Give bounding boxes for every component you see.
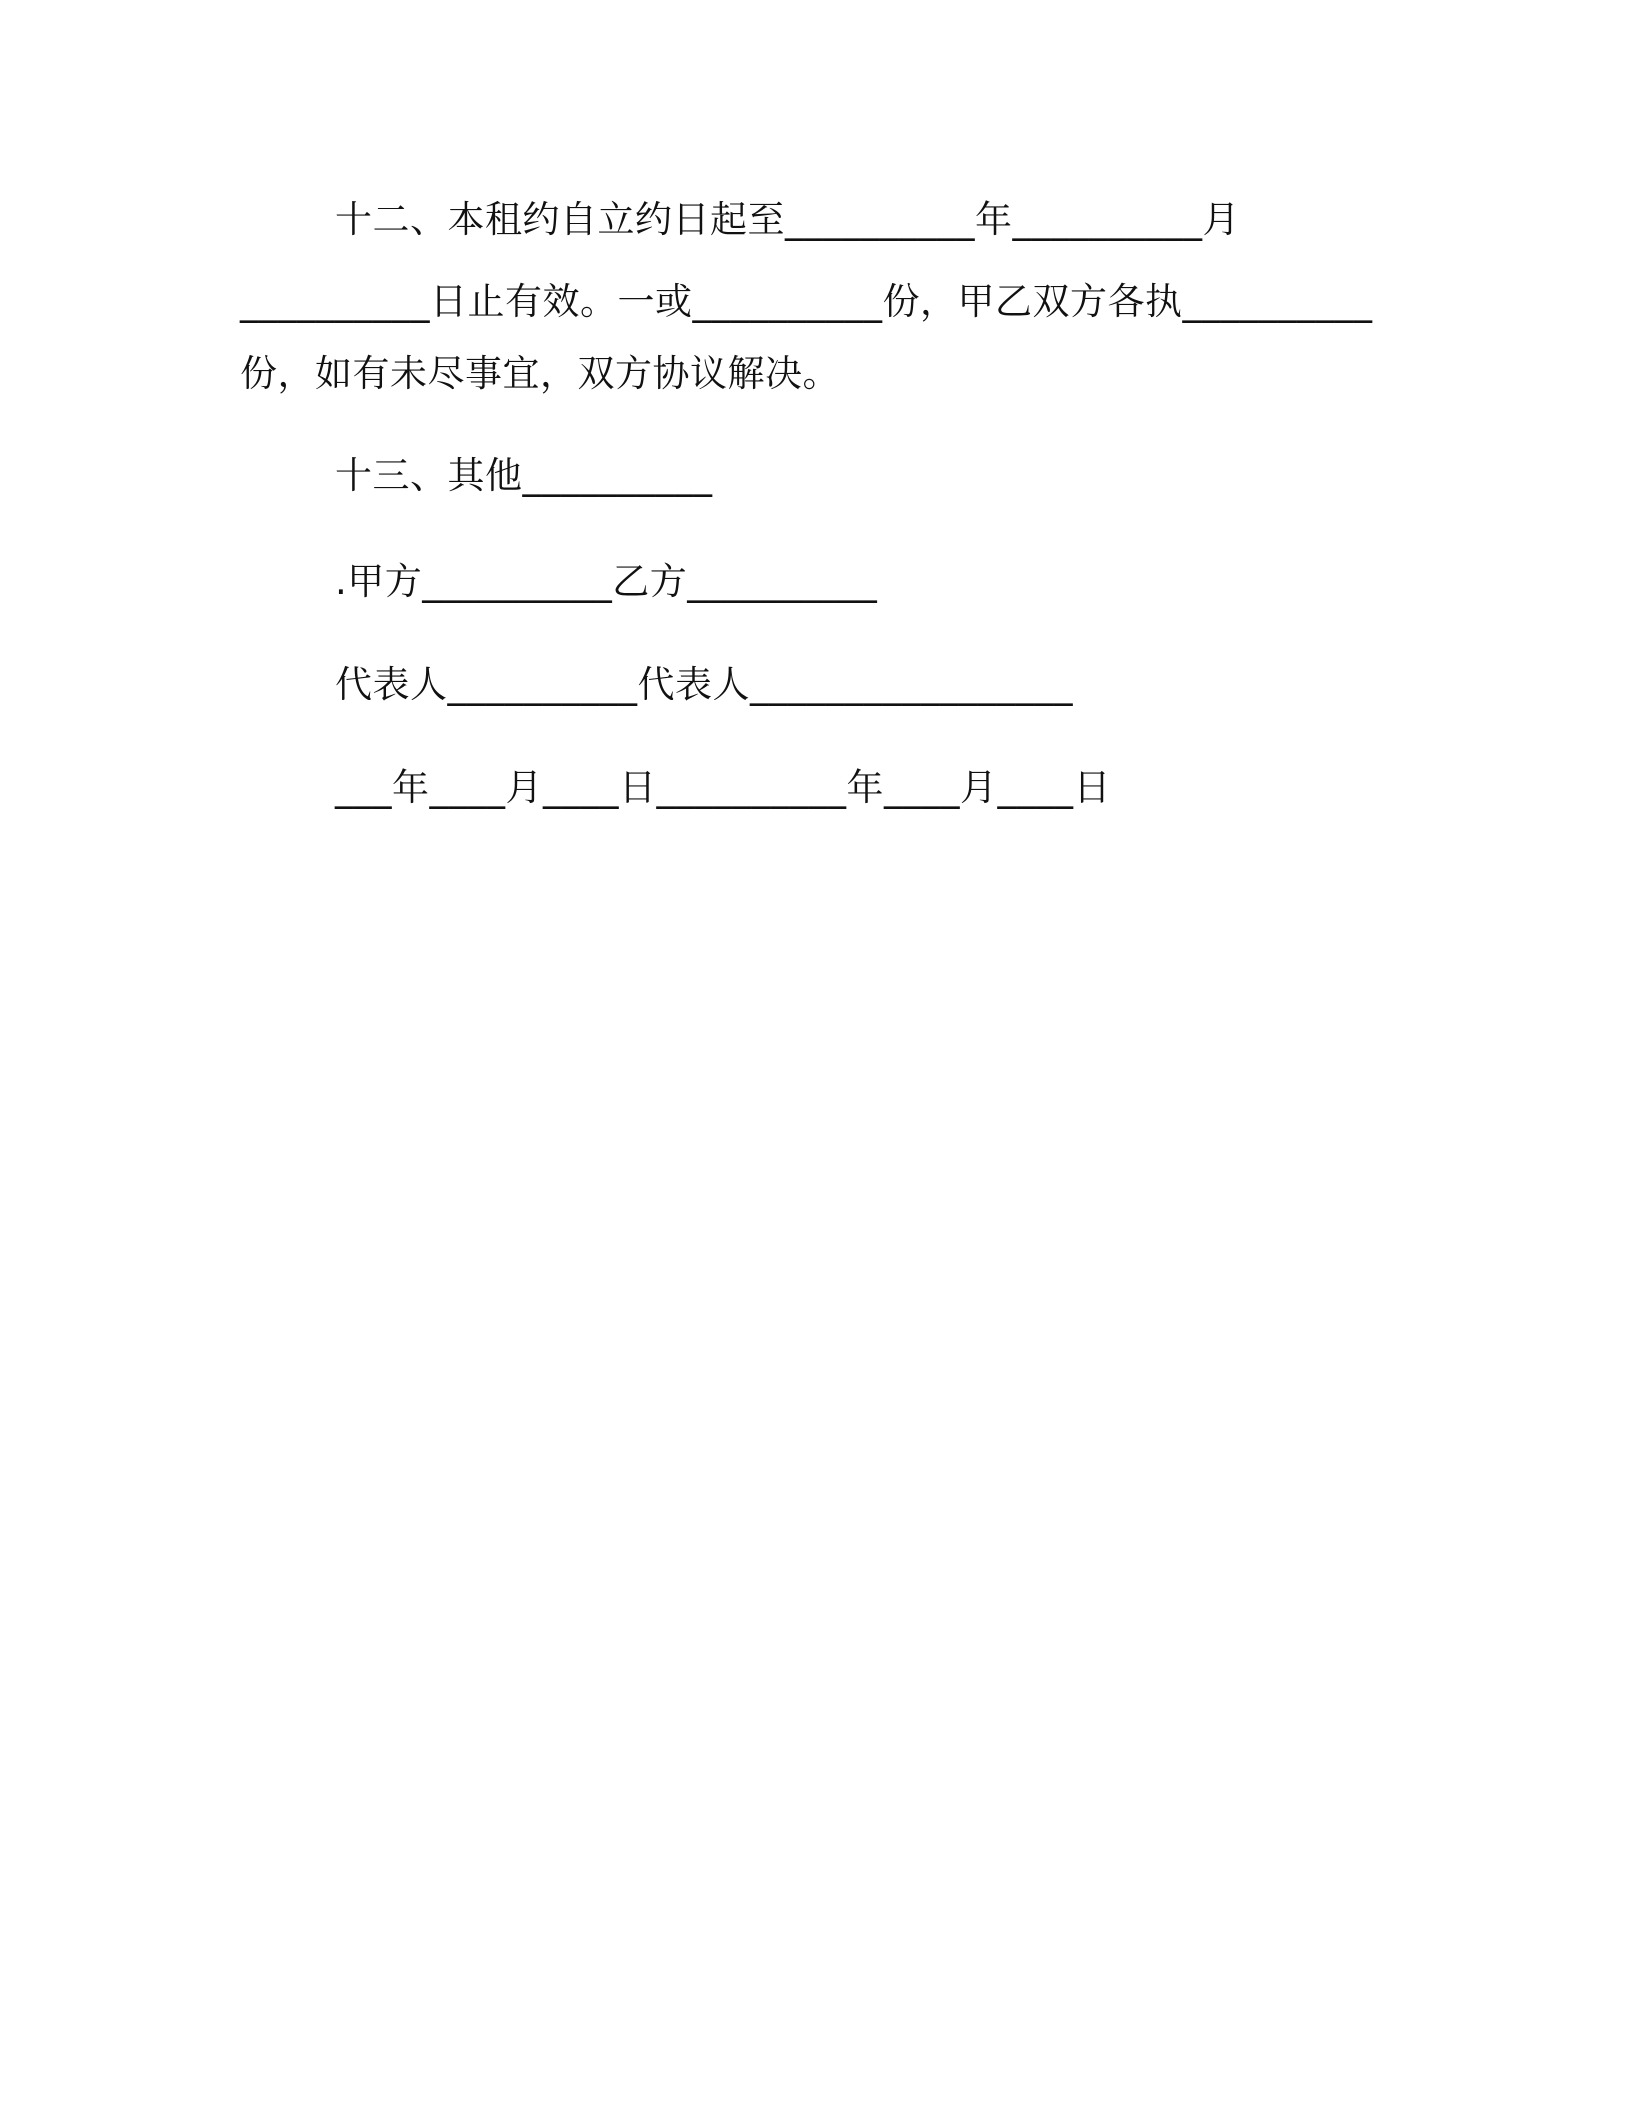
clause-12-line-3: 份，如有未尽事宜，双方协议解决。	[240, 352, 840, 395]
clause-12-line-2: __________日止有效。一或__________份，甲乙双方各执__________	[240, 280, 1373, 323]
signature-parties: .甲方__________乙方__________	[335, 560, 878, 603]
signature-representatives: 代表人__________代表人_________________	[335, 663, 1073, 706]
clause-13-line: 十三、其他__________	[335, 454, 713, 497]
signature-dates: ___年____月____日__________年____月____日	[335, 766, 1111, 809]
clause-12-line-1: 十二、本租约自立约日起至__________年__________月	[335, 198, 1240, 241]
